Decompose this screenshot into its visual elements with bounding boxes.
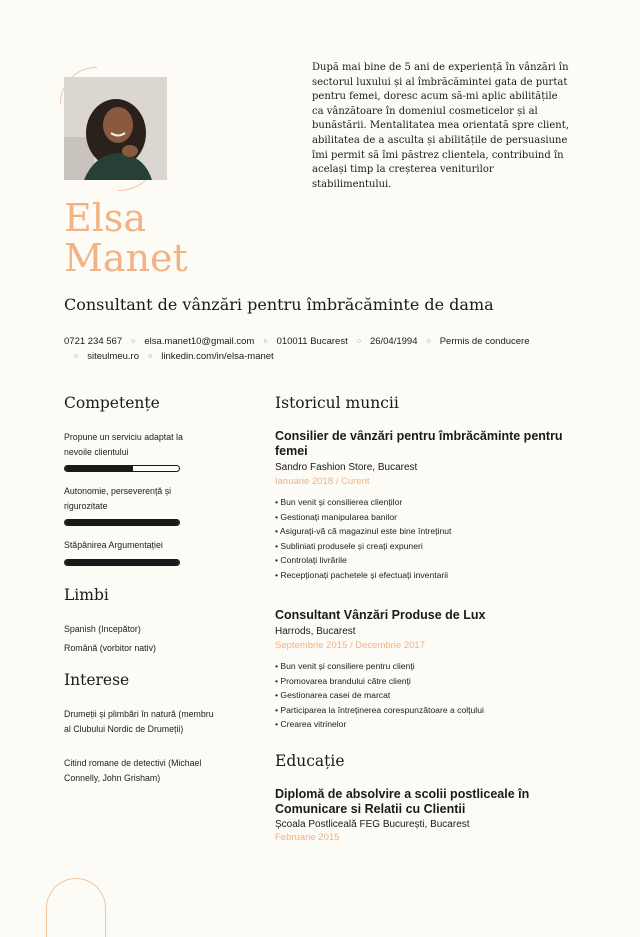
job-entry [275,429,575,583]
last-name: Manet [64,236,188,280]
skill-level-fill [65,560,179,565]
skill-level-bar [64,559,180,566]
duty-item: • Gestionați manipularea banilor [275,510,575,525]
duty-item: • Promovarea brandului către clienți [275,674,575,689]
profile-summary: După mai bine de 5 ani de experiență în vânzări în sectorul luxului și al îmbrăcămintei gata de purtat pentru femei, doresc acum să-mi aplic abilitățile ca vânzătoare în domeniul cosmeticelor și al bunăstării. Mentalitatea mea orientată spre client, abilitatea de a asculta și abilitățile de persuasiune îmi permit să îmi păstrez clientela, contribuind în același timp la creșterea veniturilor stabilimentului. [312,62,569,190]
job-title-heading: Consultant de vânzări pentru îmbrăcăminte de dama [64,295,494,314]
skill-label: Propune un serviciu adaptat la nevoile clientului [64,432,183,457]
job-entry-company: Sandro Fashion Store, Bucarest [275,462,418,473]
separator-dot: ○ [74,352,79,360]
skill-level-fill [65,520,179,525]
job-entry-dates: Septembrie 2015 / Decembrie 2017 [275,640,425,651]
duty-item: • Recepționați pachetele și efectuați inventarii [275,568,575,583]
interest-item: Citind romane de detectivi (Michael Connelly, John Grisham) [64,758,202,783]
education-entry-title: Diplomă de absolvire a scolii postliceale în Comunicare si Relatii cu Clientii [275,787,530,816]
phone-number: 0721 234 567 [64,336,123,347]
duty-item: • Gestionarea casei de marcat [275,688,575,703]
duty-item: • Asigurați-vă că magazinul este bine întreținut [275,524,575,539]
profile-photo-image [64,77,167,180]
education-title: Educație [275,752,345,770]
duty-item: • Subliniati produsele și creați expuneri [275,539,575,554]
duty-item: • Controlați livrările [275,553,575,568]
job-entry-company: Harrods, Bucarest [275,626,356,637]
decorative-arc [46,878,106,937]
separator-dot: ○ [131,338,136,345]
candidate-name [64,198,188,278]
duty-item: • Crearea vitrinelor [275,717,575,732]
address: 010011 Bucarest [276,336,348,347]
linkedin-link[interactable]: linkedin.com/in/elsa-manet [161,350,274,362]
job-duties-list [275,495,575,583]
job-duties-list [275,659,575,732]
education-entry-school: Școala Postliceală FEG București, Bucarest [275,819,470,830]
contact-info [64,335,564,364]
duty-item: • Bun venit și consiliere pentru clienți [275,659,575,674]
email-link[interactable]: elsa.manet10@gmail.com [144,336,255,347]
driving-license: Permis de conducere [439,336,530,347]
skill-label: Stăpânirea Argumentației [64,540,163,550]
languages-title: Limbi [64,586,109,604]
skill-level-bar [64,519,180,526]
skills-title: Competențe [64,394,160,412]
language-item: Română (vorbitor nativ) [64,643,156,653]
profile-photo [64,77,167,180]
job-entry [275,608,575,732]
skill-level-bar [64,465,180,472]
separator-dot: ○ [426,338,431,345]
job-entry-dates: Ianuarie 2018 / Curent [275,476,370,487]
first-name: Elsa [64,196,147,240]
interests-title: Interese [64,671,130,689]
work-history-title: Istoricul muncii [275,394,399,412]
skill-label: Autonomie, perseverență și rigurozitate [64,486,172,511]
skill-level-fill [65,466,133,471]
duty-item: • Bun venit și consilierea clienților [275,495,575,510]
education-entry [275,787,575,843]
job-entry-title: Consultant Vânzări Produse de Lux [275,608,486,622]
birthdate: 26/04/1994 [369,336,418,347]
duty-item: • Participarea la întreținerea corespunzătoare a colțului [275,703,575,718]
education-entry-dates: Februarie 2015 [275,832,340,843]
job-entry-title: Consilier de vânzări pentru îmbrăcăminte pentru femei [275,429,563,458]
separator-dot: ○ [356,338,361,345]
language-item: Spanish (Incepător) [64,624,141,634]
separator-dot: ○ [147,352,153,360]
interest-item: Drumeții și plimbări în natură (membru al Clubului Nordic de Drumeții) [64,709,214,734]
website-link[interactable]: siteulmeu.ro [87,350,139,362]
separator-dot: ○ [263,338,268,345]
